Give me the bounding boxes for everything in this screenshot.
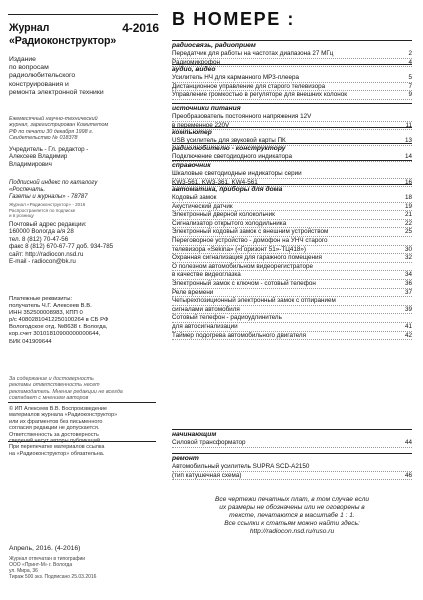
article-title: Реле времени (172, 288, 214, 296)
toc-entry[interactable] (172, 280, 412, 289)
toc-entry[interactable] (172, 323, 412, 332)
disclaimer-line: рекламодатель. Мнение редакции не всегда (9, 388, 123, 395)
article-title: сигналами автомобиля (172, 305, 240, 313)
copyright-line: или их фрагментов без письменного (9, 418, 103, 425)
section-heading: автоматика, приборы для дома (172, 184, 412, 194)
article-title: в качестве видеоглазка (172, 271, 241, 279)
toc-entry[interactable] (172, 50, 412, 59)
distribution-line: и в розницу (9, 213, 34, 219)
email-link[interactable]: E-mail - radiocon@bk.ru (9, 258, 76, 266)
toc-entry[interactable] (172, 83, 412, 92)
page-number: 22 (404, 219, 412, 227)
note-line: Все чертежи печатных плат, в том случае если (214, 496, 370, 503)
bank-line: Платежные реквизиты: (9, 296, 73, 302)
page-number: 41 (404, 322, 412, 330)
page-number: 37 (404, 288, 412, 296)
website-link[interactable]: сайт: http://radiocon.nsd.ru (9, 250, 84, 258)
article-title: Четырехпозиционный электронный замок с отпиранием (172, 297, 336, 305)
copyright-line: материалов журнала «Радиоконструктор» (9, 412, 118, 419)
article-title: Охранная сигнализация для гаражного помещения (172, 254, 322, 262)
article-title: для автосигнализации (172, 322, 238, 330)
subscription-line: «Роспечать. (9, 187, 46, 194)
toc-entry[interactable] (172, 228, 412, 237)
article-title: Управление громкостью в регуляторе для внешних колонок (172, 91, 348, 99)
address-block (9, 221, 157, 265)
about-line: радиолюбительского (9, 72, 76, 80)
page-number: 39 (404, 305, 412, 313)
article-title: USB усилитель для звуковой карты ПК (172, 137, 286, 144)
printing-line: ООО «Принт-М» г. Вологда (9, 562, 73, 568)
note-line: Все ссылки к статьям можно найти здесь: (224, 520, 360, 527)
article-title: Электронный дверной колокольчик (172, 211, 275, 219)
bank-line: получатель Ч.Г. Алексеев В.В. (9, 303, 92, 310)
section-heading: радиосвязь, радиоприем (172, 40, 412, 50)
note-line: их размеры не обозначены или не оговорены в (219, 504, 365, 511)
toc-entry[interactable] (172, 237, 412, 246)
page-number: 30 (404, 245, 412, 253)
printing-line: Тираж 500 экз. Подписано 25.03.2016 (9, 574, 97, 580)
subscription-line: Газеты и журналы» - 78787 (9, 194, 88, 201)
copyright-line: согласия редакции не допускается. (9, 425, 100, 432)
registration-line: журнал, зарегистрирован Комитетом (9, 122, 109, 129)
article-title: Преобразователь постоянного напряжения 12V (172, 113, 312, 120)
section-heading: справочник (172, 160, 412, 170)
toc-entry[interactable] (172, 74, 412, 83)
top-rule (8, 14, 158, 15)
toc-section (172, 453, 412, 480)
page-number: 36 (404, 279, 412, 287)
article-title: Сигнализатор открытого холодильника (172, 219, 287, 227)
article-title: Подключение светодиодного индикатора (172, 153, 292, 160)
issue-number: 4-2016 (122, 21, 159, 35)
registration-line: РФ по печати 30 декабря 1998 г. (9, 128, 94, 135)
page-number: 13 (404, 137, 412, 144)
copyright-line: на «Радиоконструктор» обязательна. (9, 450, 105, 457)
article-title: Передатчик для работы на частотах диапазона 27 МГц (172, 50, 334, 57)
article-title: Таймер подогрева автомобильного двигателя (172, 331, 307, 339)
section-heading: компьютер (172, 127, 412, 137)
toc-entry[interactable] (172, 194, 412, 203)
toc-entry[interactable] (172, 170, 412, 179)
fax-line: факс 8 (812) 670-67-77 доб. 934-785 (9, 243, 114, 251)
toc-entry[interactable] (172, 271, 412, 280)
toc-entry[interactable] (172, 203, 412, 212)
printing-line: Журнал отпечатан в типографии (9, 556, 86, 562)
toc-section (172, 64, 412, 100)
article-title: Радиомикрофон (172, 58, 220, 66)
toc-entry[interactable] (172, 289, 412, 298)
section-heading: радиолюбителю - конструктору (172, 143, 412, 153)
founder-line: Учредитель - Гл. редактор - (9, 146, 89, 153)
page-number: 34 (404, 271, 412, 279)
page-number: 16 (404, 178, 412, 186)
section-heading: источники питания (172, 103, 412, 113)
printing-info (9, 556, 157, 580)
article-title: Усилитель НЧ для карманного MP3-плеера (172, 74, 299, 81)
about-line: Издание (9, 56, 36, 63)
toc-entry[interactable] (172, 472, 412, 481)
page-number: 32 (404, 254, 412, 262)
distribution-line: Журнал «Радиоконструктор» - 2016 (9, 202, 86, 207)
page-number: 25 (404, 228, 412, 236)
article-title: Кодовый замок (172, 194, 217, 201)
page-number: 42 (404, 331, 412, 339)
disclaimer-line: рекламы ответственность несет (9, 382, 100, 389)
toc-entry[interactable] (172, 297, 412, 306)
page-number: 7 (408, 82, 412, 90)
article-title: Дистанционное управление для старого телевизора (172, 82, 326, 90)
article-title: Переговорное устройство - домофон на УНЧ старого (172, 236, 328, 244)
copyright-line: сведений несут авторы публикаций. (9, 438, 102, 445)
founder-block (9, 146, 157, 168)
article-title: Шкаловые светодиодные индикаторы серии (172, 170, 302, 177)
disclaimer-line: совпадает с мнением авторов (9, 394, 89, 401)
founder-line: Алексеев Владимир (9, 153, 68, 161)
phone-line: тел. 8 (812) 70-47-56 (9, 235, 69, 243)
toc-section (172, 429, 412, 448)
bank-line: БИК 041909644 (9, 338, 52, 345)
section-heading: начинающим (172, 429, 412, 439)
bank-line: р/с 40802810412250100264 в СБ РФ (9, 317, 109, 324)
about-block (9, 56, 157, 97)
page-number: 5 (408, 74, 412, 81)
founder-line: Владимирович (9, 160, 52, 168)
page-number: 44 (404, 439, 412, 446)
page-number: 11 (405, 121, 412, 129)
page-number: 4 (408, 58, 412, 66)
toc-entry[interactable] (172, 254, 412, 263)
contents-heading: В НОМЕРЕ : (172, 9, 296, 29)
page-number: 2 (408, 50, 412, 57)
toc-entry[interactable] (172, 113, 412, 122)
toc-section (172, 143, 412, 162)
section-heading: ремонт (172, 453, 412, 463)
disclaimer-note (9, 376, 157, 401)
toc-entry[interactable] (172, 91, 412, 100)
toc-entry[interactable] (172, 306, 412, 315)
bank-line: кор.счет 30101810900000000644, (9, 331, 101, 338)
bank-line: ИНН 352500008983, КПП 0 (9, 310, 83, 317)
toc-entry[interactable] (172, 220, 412, 229)
toc-entry[interactable] (172, 263, 412, 272)
copyright-line: Ответственность за достоверность (9, 431, 99, 438)
copyright-line: При перепечатке материалов ссылка (9, 444, 105, 451)
toc-section (172, 184, 412, 340)
page-number: 9 (408, 91, 412, 99)
about-line: конструирования и (9, 80, 69, 88)
copyright-line: © ИП Алексеев В.В. Воспроизведение (9, 406, 108, 412)
article-title: KW3-561, KW3-361, KW4-561 (172, 178, 258, 186)
registration-block (9, 116, 157, 142)
article-title: Автомобильный усилитель SUPRA SCD-A2150 (172, 463, 310, 470)
page-number: 19 (404, 202, 412, 210)
registration-line: Свидетельство № 018378 (9, 135, 78, 142)
toc-entry[interactable] (172, 211, 412, 220)
article-title: Акустический датчик (172, 202, 233, 210)
bank-details (9, 296, 157, 346)
toc-entry[interactable] (172, 314, 412, 323)
journal-name: Журнал «Радиоконструктор» (9, 22, 117, 47)
issue-date: Апрель, 2016. (4-2016) (9, 545, 81, 552)
printing-line: ул. Мира, 36 (9, 568, 38, 574)
article-title: Электронный кодовый замок с внешним устройством (172, 228, 329, 236)
page-number: 46 (404, 471, 412, 479)
subscription-line: Подписной индекс по каталогу (9, 180, 98, 186)
distribution-note (9, 202, 157, 219)
disclaimer-line: За содержание и достоверность (9, 376, 94, 382)
about-line: ремонта электронной техники (9, 88, 104, 96)
page-number: 14 (404, 153, 412, 160)
address-line: Почтовый адрес редакции: (9, 221, 87, 228)
toc-entry[interactable] (172, 463, 412, 472)
drawings-note (172, 496, 412, 536)
toc-entry[interactable] (172, 332, 412, 341)
article-title: Силовой трансформатор (172, 439, 246, 446)
section-heading: аудио, видео (172, 64, 412, 74)
article-title: О полезном автомобильном видеорегистраторе (172, 262, 313, 270)
registration-line: Ежемесячный научно-технический (9, 116, 98, 122)
page-number: 21 (404, 211, 412, 219)
bank-line: Вологодское отд. №8638 г. Вологда, (9, 324, 108, 331)
address-line: 160000 Вологда а/я 28 (9, 228, 74, 236)
subscription-block (9, 180, 157, 202)
article-title: Электронный замок с ключом - сотовый телефон (172, 279, 316, 287)
article-title: Сотовый телефон - радиоудлинитель (172, 314, 282, 322)
article-title: в переменное 220V (172, 121, 230, 129)
page-number: 18 (404, 194, 412, 201)
article-title: (тип катушечная схема) (172, 471, 242, 479)
toc-entry[interactable] (172, 246, 412, 255)
about-line: по вопросам (9, 64, 49, 72)
copyright-block (9, 406, 157, 457)
links-url[interactable]: http://radiocon.nsd.ru/ruso.ru (249, 528, 335, 535)
toc-entry[interactable] (172, 439, 412, 448)
article-title: телевизора «Sekina» («Горизонт 51»-ТЦ418») (172, 245, 306, 253)
journal-title (9, 22, 159, 48)
note-line: тексте, печатаются в масштабе 1 : 1. (229, 512, 355, 519)
distribution-line: Распространяется по подписке (9, 207, 76, 213)
